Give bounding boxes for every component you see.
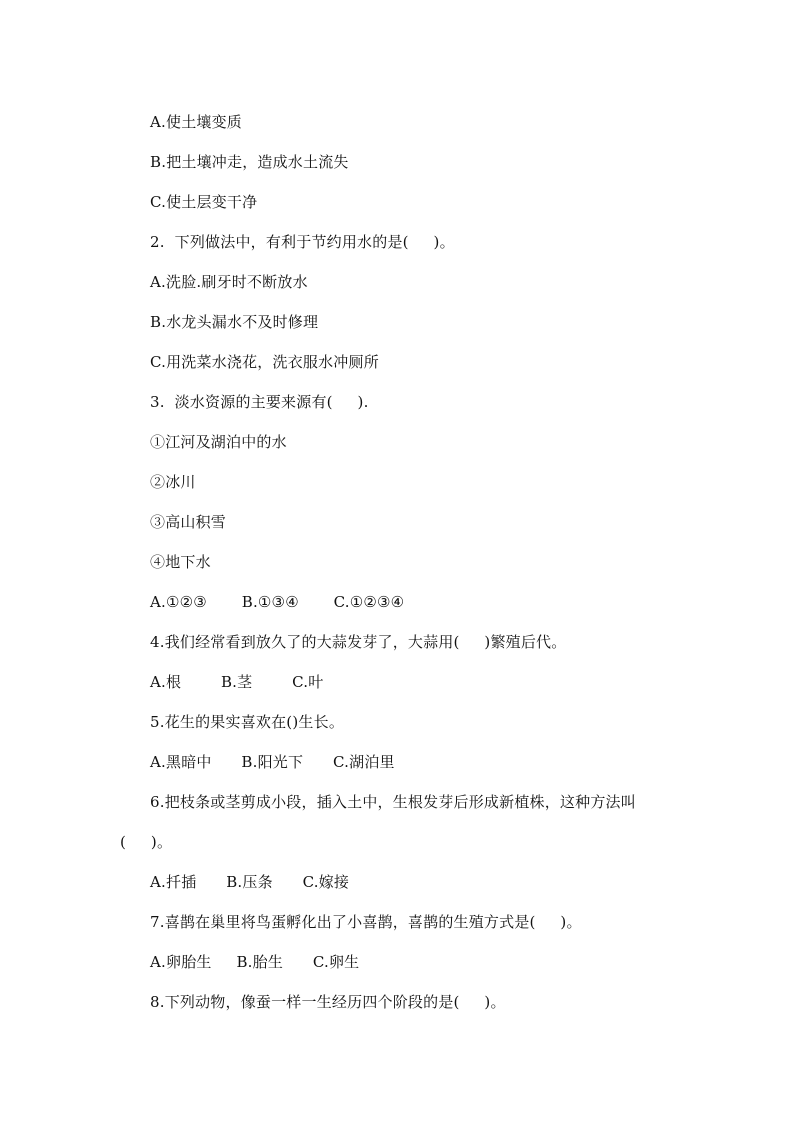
question-7: 7.喜鹊在巢里将鸟蛋孵化出了小喜鹊，喜鹊的生殖方式是( )。 [150, 913, 582, 931]
q3-item-4: ④地下水 [150, 553, 211, 571]
q7-options: A.卵胎生 B.胎生 C.卵生 [150, 953, 360, 971]
question-2: 2. 下列做法中，有利于节约用水的是( )。 [150, 233, 455, 251]
q1-option-b: B.把土壤冲走，造成水土流失 [150, 153, 349, 171]
question-6-continued: ( )。 [120, 833, 173, 851]
q1-option-c: C.使土层变干净 [150, 193, 258, 211]
q3-item-3: ③高山积雪 [150, 513, 227, 531]
q4-options: A.根 B.茎 C.叶 [150, 673, 324, 691]
question-8: 8.下列动物，像蚕一样一生经历四个阶段的是( )。 [150, 993, 506, 1011]
q3-item-2: ②冰川 [150, 473, 196, 491]
question-4: 4.我们经常看到放久了的大蒜发芽了，大蒜用( )繁殖后代。 [150, 633, 567, 651]
q5-options: A.黑暗中 B.阳光下 C.湖泊里 [150, 753, 395, 771]
q2-option-c: C.用洗菜水浇花，洗衣服水冲厕所 [150, 353, 379, 371]
q6-options: A.扦插 B.压条 C.嫁接 [150, 873, 350, 891]
question-3: 3. 淡水资源的主要来源有( ). [150, 393, 369, 411]
q3-item-1: ①江河及湖泊中的水 [150, 433, 287, 451]
q3-options: A.①②③ B.①③④ C.①②③④ [150, 593, 405, 611]
question-6: 6.把枝条或茎剪成小段，插入土中，生根发芽后形成新植株，这种方法叫 [150, 793, 636, 811]
q1-option-a: A.使土壤变质 [150, 113, 243, 131]
q2-option-a: A.洗脸.刷牙时不断放水 [150, 273, 308, 291]
q2-option-b: B.水龙头漏水不及时修理 [150, 313, 319, 331]
question-5: 5.花生的果实喜欢在()生长。 [150, 713, 345, 731]
